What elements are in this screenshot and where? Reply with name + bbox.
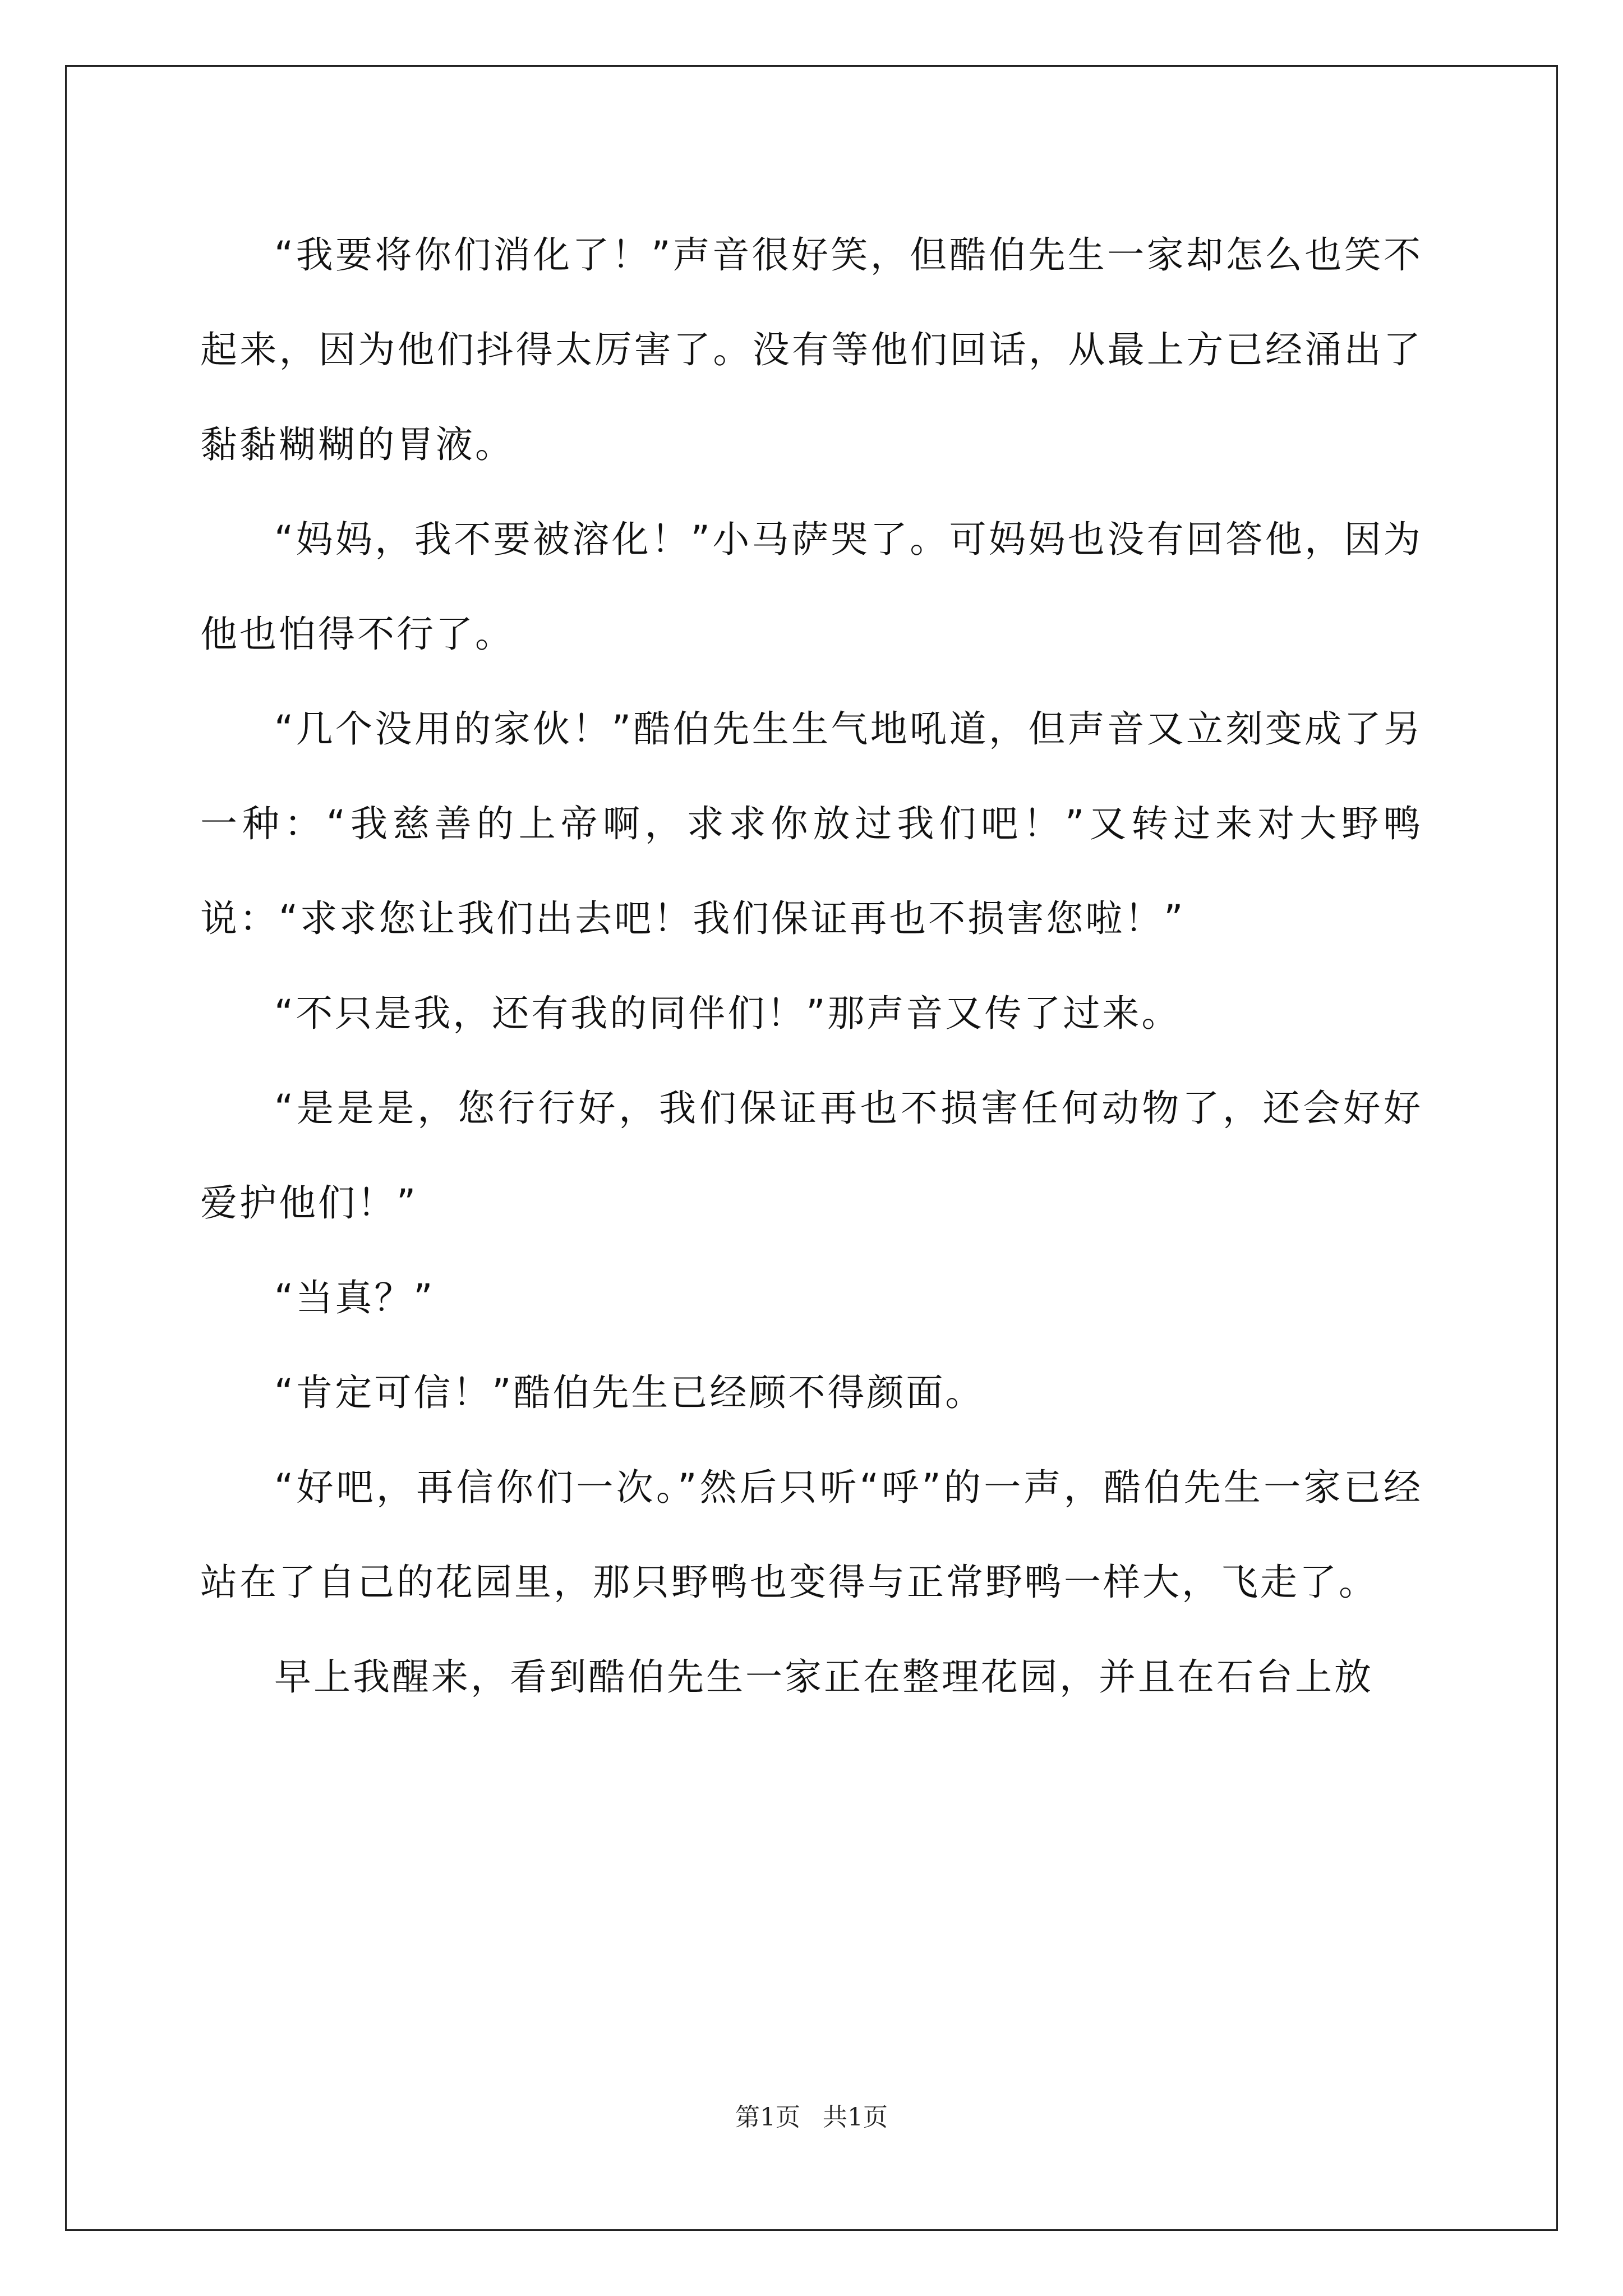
paragraph: “几个没用的家伙！”酷伯先生生气地吼道，但声音又立刻变成了另一种：“我慈善的上帝啊，求求你放过我们吧！”又转过来对大野鸭说：“求求您让我们出去吧！我们保证再也不损害您啦！” [200, 707, 1423, 940]
paragraph: “不只是我，还有我的同伴们！”那声音又传了过来。 [274, 992, 1181, 1035]
paragraph: 早上我醒来，看到酷伯先生一家正在整理花园，并且在石台上放 [274, 1655, 1373, 1699]
paragraph: “当真？” [274, 1276, 435, 1319]
paragraph: “我要将你们消化了！”声音很好笑，但酷伯先生一家却怎么也笑不起来，因为他们抖得太厉害了。没有等他们回话，从最上方已经涌出了黏黏糊糊的胃液。 [200, 233, 1423, 466]
document-body [200, 208, 1423, 1724]
page-total: 共1页 [823, 2103, 888, 2132]
paragraph: “好吧，再信你们一次。”然后只听“呼”的一声，酷伯先生一家已经站在了自己的花园里，那只野鸭也变得与正常野鸭一样大，飞走了。 [200, 1466, 1423, 1604]
paragraph: “是是是，您行行好，我们保证再也不损害任何动物了，还会好好爱护他们！” [200, 1087, 1423, 1225]
page-number: 第1页 [735, 2103, 800, 2132]
paragraph: “妈妈，我不要被溶化！”小马萨哭了。可妈妈也没有回答他，因为他也怕得不行了。 [200, 518, 1423, 656]
paragraph: “肯定可信！”酷伯先生已经顾不得颜面。 [274, 1371, 985, 1414]
page-footer [0, 2097, 1623, 2133]
